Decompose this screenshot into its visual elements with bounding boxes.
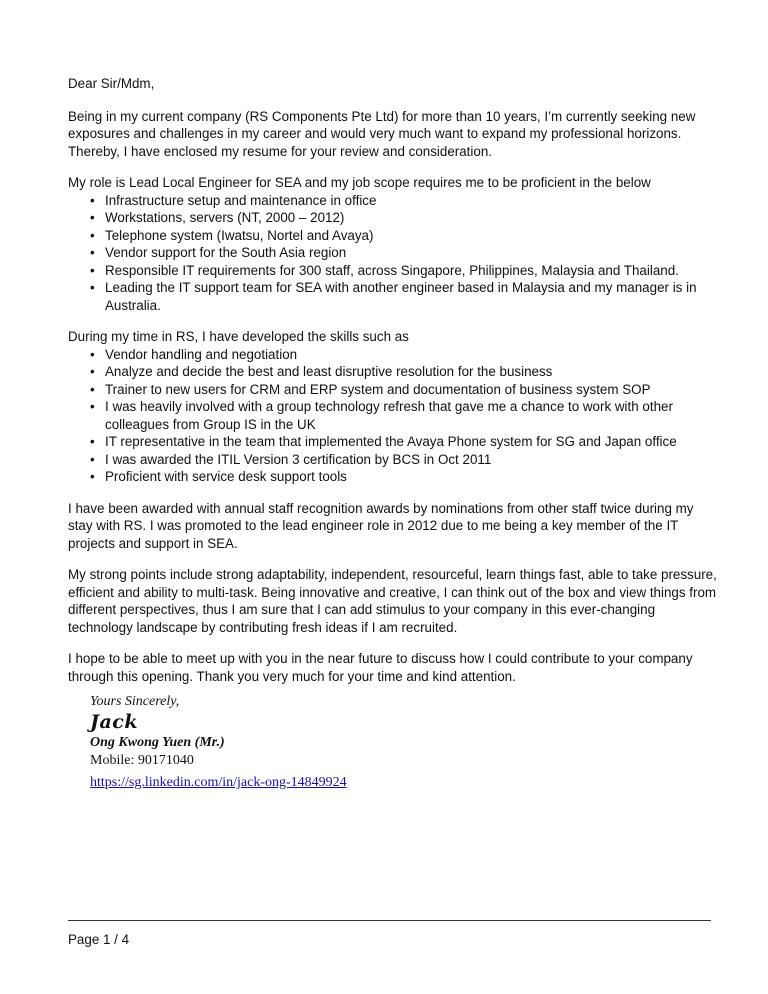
letter-body: [68, 75, 718, 699]
signer-name: Ong Kwong Yuen (Mr.): [90, 735, 225, 750]
page-indicator: Page 1 / 4: [68, 932, 130, 947]
handwritten-signature: Jack: [90, 711, 139, 733]
strengths-paragraph: My strong points include strong adaptability, independent, resourceful, learn things fast, able to take pressure, efficient and ability to multi-task. Being innovative and creative, I can think out of the box and view things from different perspectives, thus I am sure that I can add stimulus to your company in this ever-changing technology landscape by contributing fresh ideas if I am recruited.: [68, 567, 717, 635]
bullet-icon: •: [90, 434, 95, 449]
list-item-text: I was awarded the ITIL Version 3 certification by BCS in Oct 2011: [105, 451, 492, 467]
footer-divider: [68, 920, 711, 921]
list-item: [68, 363, 718, 381]
role-section-intro: My role is Lead Local Engineer for SEA and my job scope requires me to be proficient in the below: [68, 175, 651, 190]
list-item: [68, 244, 718, 262]
list-item-text: Responsible IT requirements for 300 staff, across Singapore, Philippines, Malaysia and Thailand.: [105, 262, 679, 278]
intro-paragraph: Being in my current company (RS Components Pte Ltd) for more than 10 years, I’m currently seeking new exposures and challenges in my career and would very much want to expand my professional horizons. Thereby, I have enclosed my resume for your review and consideration.: [68, 108, 696, 159]
list-item-text: Analyze and decide the best and least disruptive resolution for the business: [105, 364, 553, 379]
bullet-icon: •: [90, 280, 95, 295]
skills-list: [68, 346, 718, 486]
list-item: [68, 227, 718, 245]
linkedin-link[interactable]: https://sg.linkedin.com/in/jack-ong-14849924: [90, 775, 347, 790]
list-item-text: I was heavily involved with a group technology refresh that gave me a chance to work with other colleagues from Group IS in the UK: [105, 399, 673, 432]
role-list: [68, 192, 718, 315]
list-item: [68, 398, 718, 433]
signature-block: [90, 693, 347, 792]
bullet-icon: •: [90, 469, 95, 484]
bullet-icon: •: [90, 399, 95, 414]
list-item-text: Leading the IT support team for SEA with another engineer based in Malaysia and my manager is in Australia.: [105, 280, 697, 313]
list-item: [68, 262, 718, 280]
list-item-text: Workstations, servers (NT, 2000 – 2012): [105, 210, 345, 225]
list-item-text: Telephone system (Iwatsu, Nortel and Avaya): [105, 227, 374, 243]
list-item-text: Trainer to new users for CRM and ERP system and documentation of business system SOP: [105, 381, 651, 397]
list-item-text: IT representative in the team that implemented the Avaya Phone system for SG and Japan office: [105, 434, 677, 449]
bullet-icon: •: [90, 210, 95, 225]
bullet-icon: •: [90, 381, 95, 397]
awards-paragraph: I have been awarded with annual staff recognition awards by nominations from other staff twice during my stay with RS. I was promoted to the lead engineer role in 2012 due to me being a key member of the IT projects and support in SEA.: [68, 500, 694, 551]
skills-section: [68, 328, 718, 486]
list-item-text: Vendor handling and negotiation: [105, 346, 298, 362]
mobile-number: Mobile: 90171040: [90, 753, 194, 768]
list-item-text: Vendor support for the South Asia region: [105, 245, 347, 260]
bullet-icon: •: [90, 346, 95, 362]
bullet-icon: •: [90, 245, 95, 260]
bullet-icon: •: [90, 364, 95, 379]
list-item-text: Infrastructure setup and maintenance in office: [105, 192, 377, 208]
list-item-text: Proficient with service desk support tools: [105, 469, 347, 484]
list-item: [68, 381, 718, 399]
role-section: [68, 174, 718, 314]
list-item: [68, 433, 718, 451]
closing-paragraph: I hope to be able to meet up with you in the near future to discuss how I could contribute to your company through this opening. Thank you very much for your time and kind attention.: [68, 651, 693, 684]
bullet-icon: •: [90, 262, 95, 278]
list-item: [68, 451, 718, 469]
list-item: [68, 209, 718, 227]
bullet-icon: •: [90, 451, 95, 467]
closing-salutation: Yours Sincerely,: [90, 694, 180, 709]
greeting: Dear Sir/Mdm,: [68, 76, 155, 91]
list-item: [68, 192, 718, 210]
list-item: [68, 346, 718, 364]
bullet-icon: •: [90, 192, 95, 208]
skills-section-intro: During my time in RS, I have developed the skills such as: [68, 329, 409, 344]
list-item: [68, 468, 718, 486]
bullet-icon: •: [90, 227, 95, 243]
list-item: [68, 279, 718, 314]
